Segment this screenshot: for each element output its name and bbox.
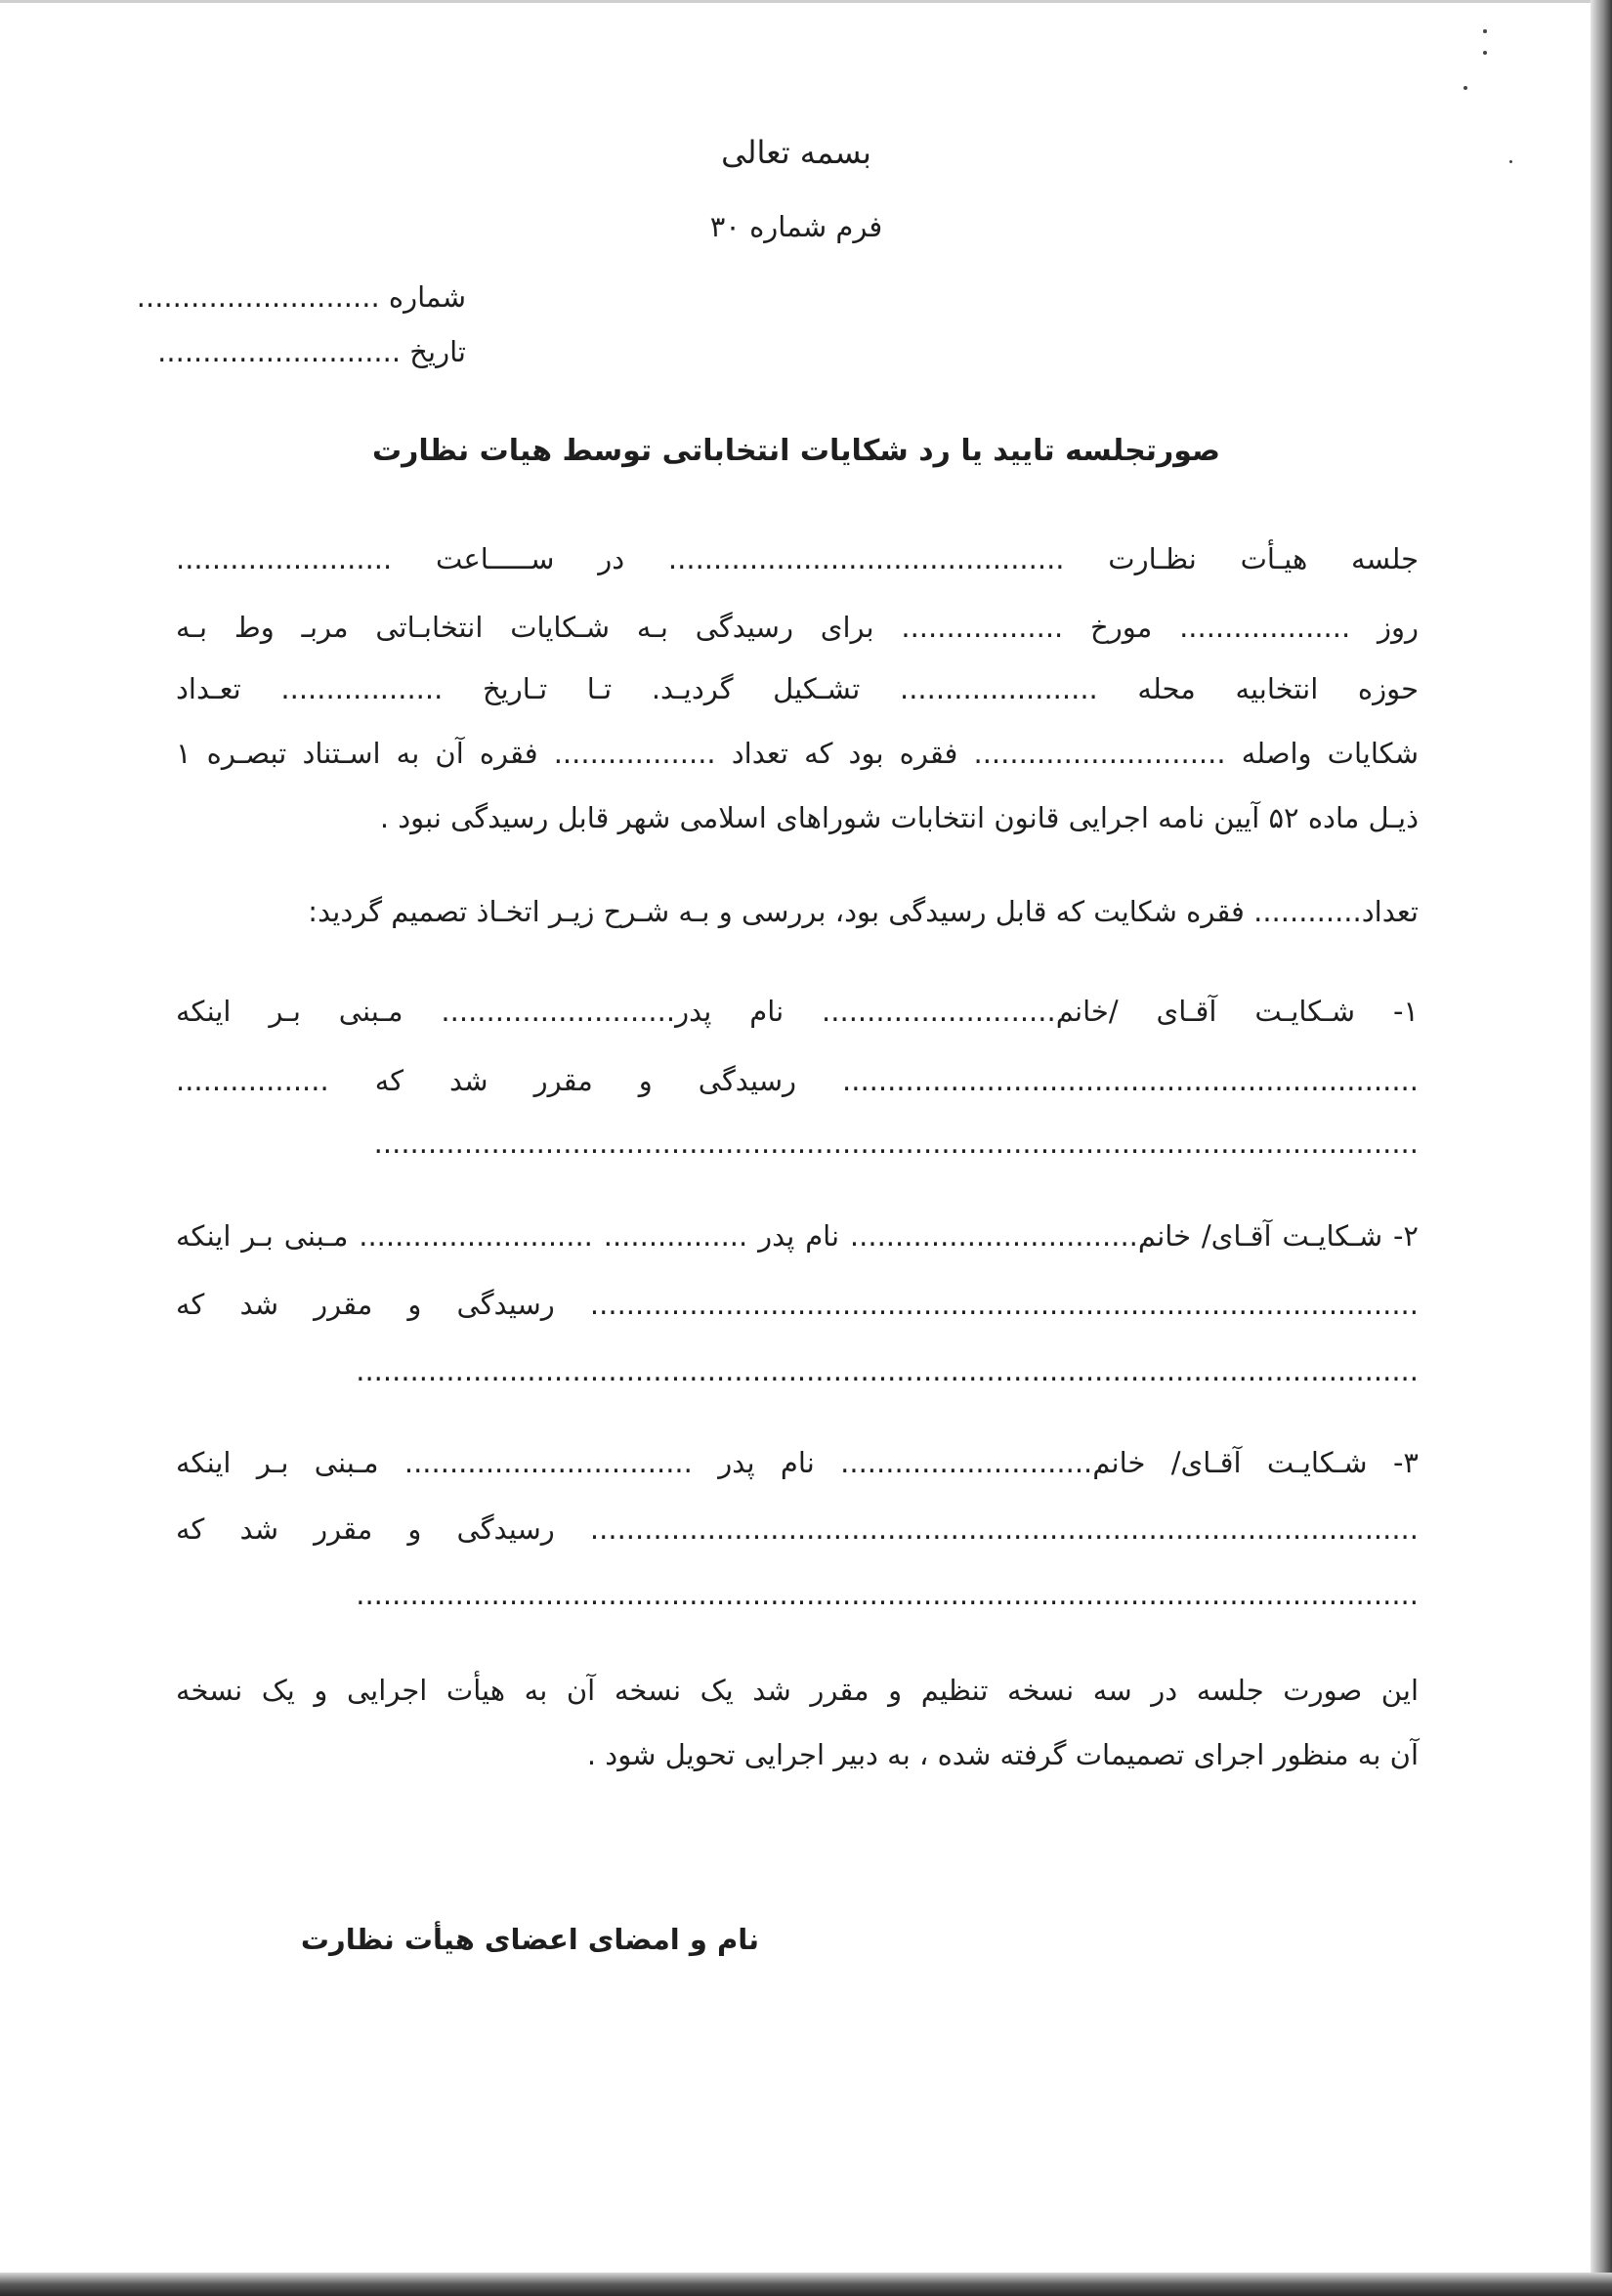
number-field: شماره ........................... <box>136 280 466 314</box>
complaint-1-line-1: ۱- شـکایـت آقـای /خانم.......................... نام پدر.......................... مـبنی بـر اینکه <box>176 995 1419 1028</box>
scan-bottom-edge <box>0 2273 1612 2296</box>
scan-top-edge <box>0 0 1612 3</box>
closing-line: این صورت جلسه در سه نسخه تنظیم و مقرر شد یک نسخه آن به هیأت اجرایی و یک نسخه <box>176 1674 1419 1707</box>
scan-speck <box>1464 86 1467 90</box>
scan-right-edge <box>1591 0 1612 2296</box>
complaint-3-line-3: ...................................................................................................................... <box>356 1578 1419 1611</box>
intro-line: ذیـل ماده ۵۲ آیین نامه اجرایی قانون انتخابات شوراهای اسلامی شهر قابل رسیدگی نبود . <box>379 801 1419 834</box>
decision-line: تعداد............ فقره شکایت که قابل رسیدگی بود، بررسی و بـه شـرح زیـر اتخـاذ تصمیم گردید: <box>308 895 1419 928</box>
complaint-2-line-2: ............................................................................................ رسیدگی و مقرر شد که <box>176 1288 1419 1321</box>
date-field: تاریخ ........................... <box>157 335 466 368</box>
complaint-1-line-3: .................................................................................................................... <box>373 1127 1419 1160</box>
document-title: صورتجلسه تایید یا رد شکایات انتخاباتی توسط هیات نظارت <box>371 434 1221 468</box>
complaint-3-line-2: ............................................................................................ رسیدگی و مقرر شد که <box>176 1512 1419 1546</box>
scan-speck <box>1483 51 1487 55</box>
complaint-2-line-1: ۲- شـکایـت آقـای/ خانم................................ نام پدر ................ .......................... مـبنی بـر اینکه <box>176 1219 1419 1253</box>
complaint-1-line-2: ................................................................ رسیدگی و مقرر شد که ................. <box>176 1064 1419 1097</box>
closing-line: آن به منظور اجرای تصمیمات گرفته شده ، به دبیر اجرایی تحویل شود . <box>586 1738 1419 1771</box>
form-number: فرم شماره ۳۰ <box>709 210 883 243</box>
intro-line: جلسه هیـأت نظـارت ............................................ در ســـــاعت ........................ <box>176 542 1419 575</box>
scan-speck <box>1483 29 1487 33</box>
intro-line: شکایات واصله ............................ فقره بود که تعداد .................. فقره آن به اسـتناد تبصـره ۱ <box>176 737 1419 770</box>
complaint-2-line-3: ...................................................................................................................... <box>356 1354 1419 1387</box>
complaint-3-line-1: ۳- شـکایـت آقـای/ خانم............................ نام پدر ................................ مـبنی بـر اینکه <box>176 1446 1419 1479</box>
signature-label: نام و امضای اعضای هیأت نظارت <box>300 1923 759 1956</box>
intro-line: روز ................... مورخ .................. برای رسیدگی بـه شـکایات انتخابـاتی مربـ وط بـه <box>176 611 1419 644</box>
basmala: بسمه تعالی <box>721 134 871 171</box>
intro-line: حوزه انتخابیه محله ...................... تشـکیل گردیـد. تـا تـاریخ .................. تعـداد <box>176 672 1419 705</box>
